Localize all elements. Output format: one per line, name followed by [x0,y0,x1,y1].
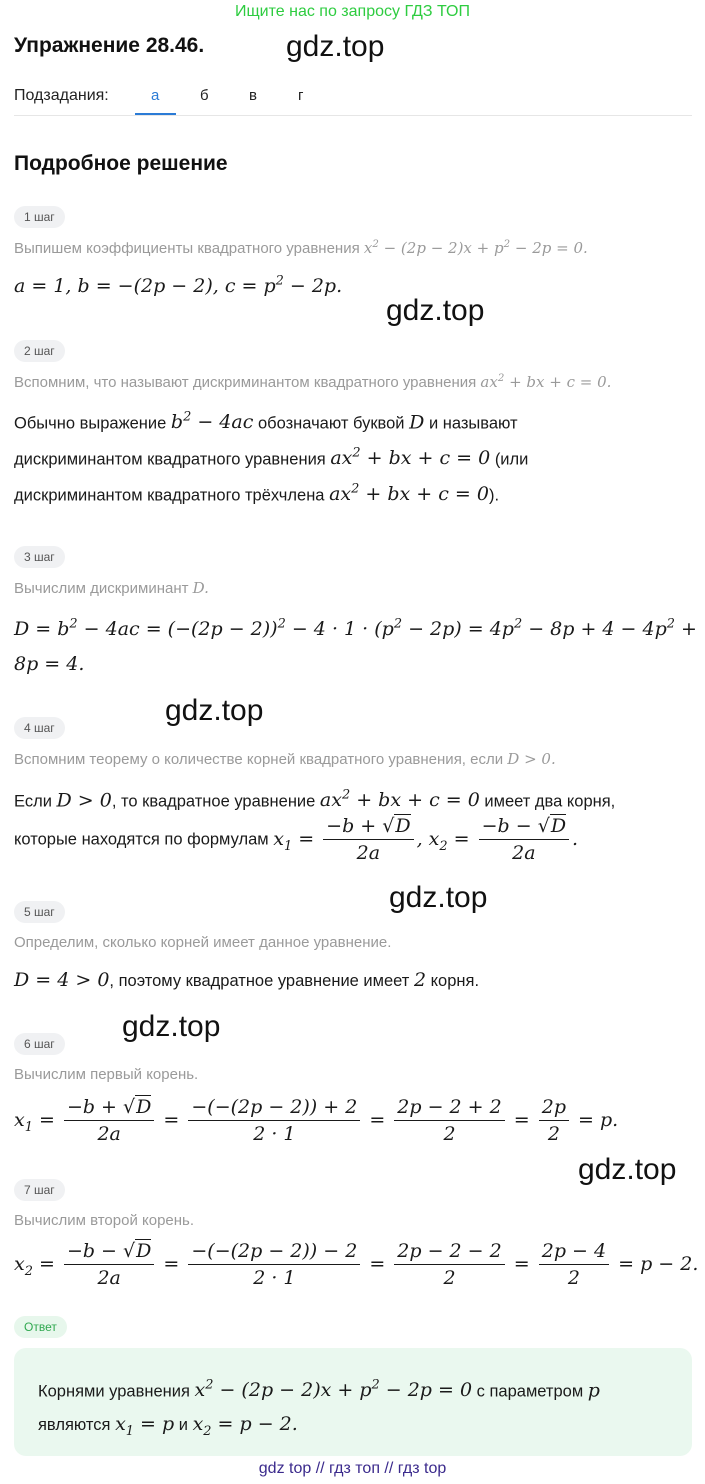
step-3-hint [14,579,209,597]
tabs-divider [14,115,692,116]
tab-g[interactable]: г [298,87,304,104]
step-1-formula: a = 1, b = −(2p − 2), $c = p^2 - 2p$. [14,274,343,298]
watermark: gdz.top [386,294,485,327]
step-1-hint-formula: $x^2 - (2p - 2)x + p^2 - 2p = 0$. [363,239,588,257]
step-2-text-5: (или [494,450,529,469]
active-tab-indicator [135,113,176,115]
step-3-badge: 3 шаг [14,546,65,568]
answer-line-1 [38,1378,600,1401]
step-5-count: 2 [413,969,427,991]
watermark: gdz.top [122,1010,221,1043]
step-2-line-2 [14,446,528,469]
step-4-text-3: имеет два корня, [484,792,616,811]
step-2-line-1 [14,410,518,433]
step-6-badge: 6 шаг [14,1033,65,1055]
step-4-formula-cond: D > 0 [56,789,112,812]
step-2-badge: 2 шаг [14,340,65,362]
answer-formula-x2: $x_2 = p - 2$. [192,1413,298,1439]
step-2-text-2: обозначают буквой [257,414,405,433]
step-4-line-2 [14,815,578,864]
answer-formula-x1: $x_1 = p$ [115,1413,175,1439]
step-1-hint [14,239,588,257]
answer-line-2 [38,1413,298,1439]
step-5-line [14,969,479,991]
step-1-hint-text: Выпишем коэффициенты квадратного уравнения [14,240,360,257]
step-2-formula-b2-4ac: $b^2 - 4ac$ [170,410,254,434]
step-2-hint-text: Вспомним, что называют дискриминантом квадратного уравнения [14,374,477,391]
answer-badge: Ответ [14,1316,67,1338]
step-4-hint-text: Вспомним теорему о количестве корней квадратного уравнения, если [14,751,504,768]
step-2-text-6: дискриминантом квадратного трёхчлена [14,486,325,505]
step-1-badge: 1 шаг [14,206,65,228]
watermark: gdz.top [286,30,385,63]
watermark: gdz.top [578,1153,677,1186]
step-2-text-1: Обычно выражение [14,414,167,433]
step-6-formula: $x_1$ = $\frac{-b + √D}{2a}$ = $\frac{-(-(2p - 2)) + 2}{2 \cdot 1}$ = $\frac{2p - 2 + 2}{2}$ = $\frac{2p}{2}$ = p. [14,1096,619,1145]
step-2-hint-formula: $ax^2$ + bx + c = 0. [480,373,612,391]
step-4-hint-formula: D > 0. [507,750,556,768]
step-7-badge: 7 шаг [14,1179,65,1201]
step-4-text-2: , то квадратное уравнение [111,792,316,811]
step-5-badge: 5 шаг [14,901,65,923]
step-5-text-2: корня. [430,972,480,990]
step-4-hint [14,750,556,768]
step-4-formula-roots: $x_1$ = $\frac{-b + √D}{2a}$ , $x_2$ = $\frac{-b - √D}{2a}$ . [273,815,579,864]
step-3-hint-text: Вычислим дискриминант [14,580,189,597]
footer-links[interactable]: gdz top // гдз топ // гдз top [258,1460,447,1477]
step-5-hint: Определим, сколько корней имеет данное уравнение. [14,934,392,951]
step-7-hint: Вычислим второй корень. [14,1212,195,1229]
step-6-hint: Вычислим первый корень. [14,1066,199,1083]
step-2-formula-eq-2: $ax^2$ + bx + c = 0 [329,482,489,506]
step-2-formula-D: D [409,411,425,434]
step-3-hint-formula: D. [192,579,209,597]
step-4-formula-eq: $ax^2$ + bx + c = 0 [319,788,480,812]
step-2-text-4: дискриминантом квадратного уравнения [14,450,326,469]
answer-text-3: являются [38,1416,111,1434]
answer-formula-eq: $x^2 - (2p - 2)x + p^2 - 2p = 0$ [194,1378,473,1402]
step-5-formula: D = 4 > 0 [14,969,110,991]
step-4-line-1 [14,788,615,811]
watermark: gdz.top [165,694,264,727]
step-4-badge: 4 шаг [14,717,65,739]
tab-v[interactable]: в [249,87,257,104]
answer-text-1: Корнями уравнения [38,1382,190,1401]
step-3-formula-line-2: 8p = 4. [14,653,85,675]
step-7-formula: $x_2$ = $\frac{-b - √D}{2a}$ = $\frac{-(-(2p - 2)) - 2}{2 \cdot 1}$ = $\frac{2p - 2 - 2}{2}$ = $\frac{2p - 4}{2}$ = p − 2. [14,1240,699,1289]
answer-box [14,1348,692,1456]
tab-b[interactable]: б [200,87,209,104]
top-banner[interactable]: Ищите нас по запросу ГДЗ ТОП [235,3,470,20]
tab-a[interactable]: а [151,87,160,104]
subtasks-label: Подзадания: [14,87,109,104]
exercise-title: Упражнение 28.46. [14,34,205,57]
step-2-text-3: и называют [428,414,518,433]
watermark: gdz.top [389,881,488,914]
answer-text-2: с параметром [476,1382,584,1401]
step-2-hint [14,373,611,391]
solution-heading: Подробное решение [14,152,228,175]
step-4-text-1: Если [14,792,52,811]
answer-formula-p: p [587,1379,600,1402]
step-3-formula-line-1: $D = b^2 - 4ac = (-(2p - 2))^2 - 4 \cdot 1 \cdot (p^2 - 2p) = 4p^2 - 8p + 4 - 4p^2$ + [14,617,697,641]
step-2-formula-eq: $ax^2$ + bx + c = 0 [330,446,491,470]
step-2-line-3 [14,482,499,505]
step-4-text-4: которые находятся по формулам [14,830,269,849]
step-5-text-1: , поэтому квадратное уравнение имеет [109,972,410,990]
step-2-text-7: ). [488,486,500,505]
answer-text-4: и [178,1416,188,1434]
